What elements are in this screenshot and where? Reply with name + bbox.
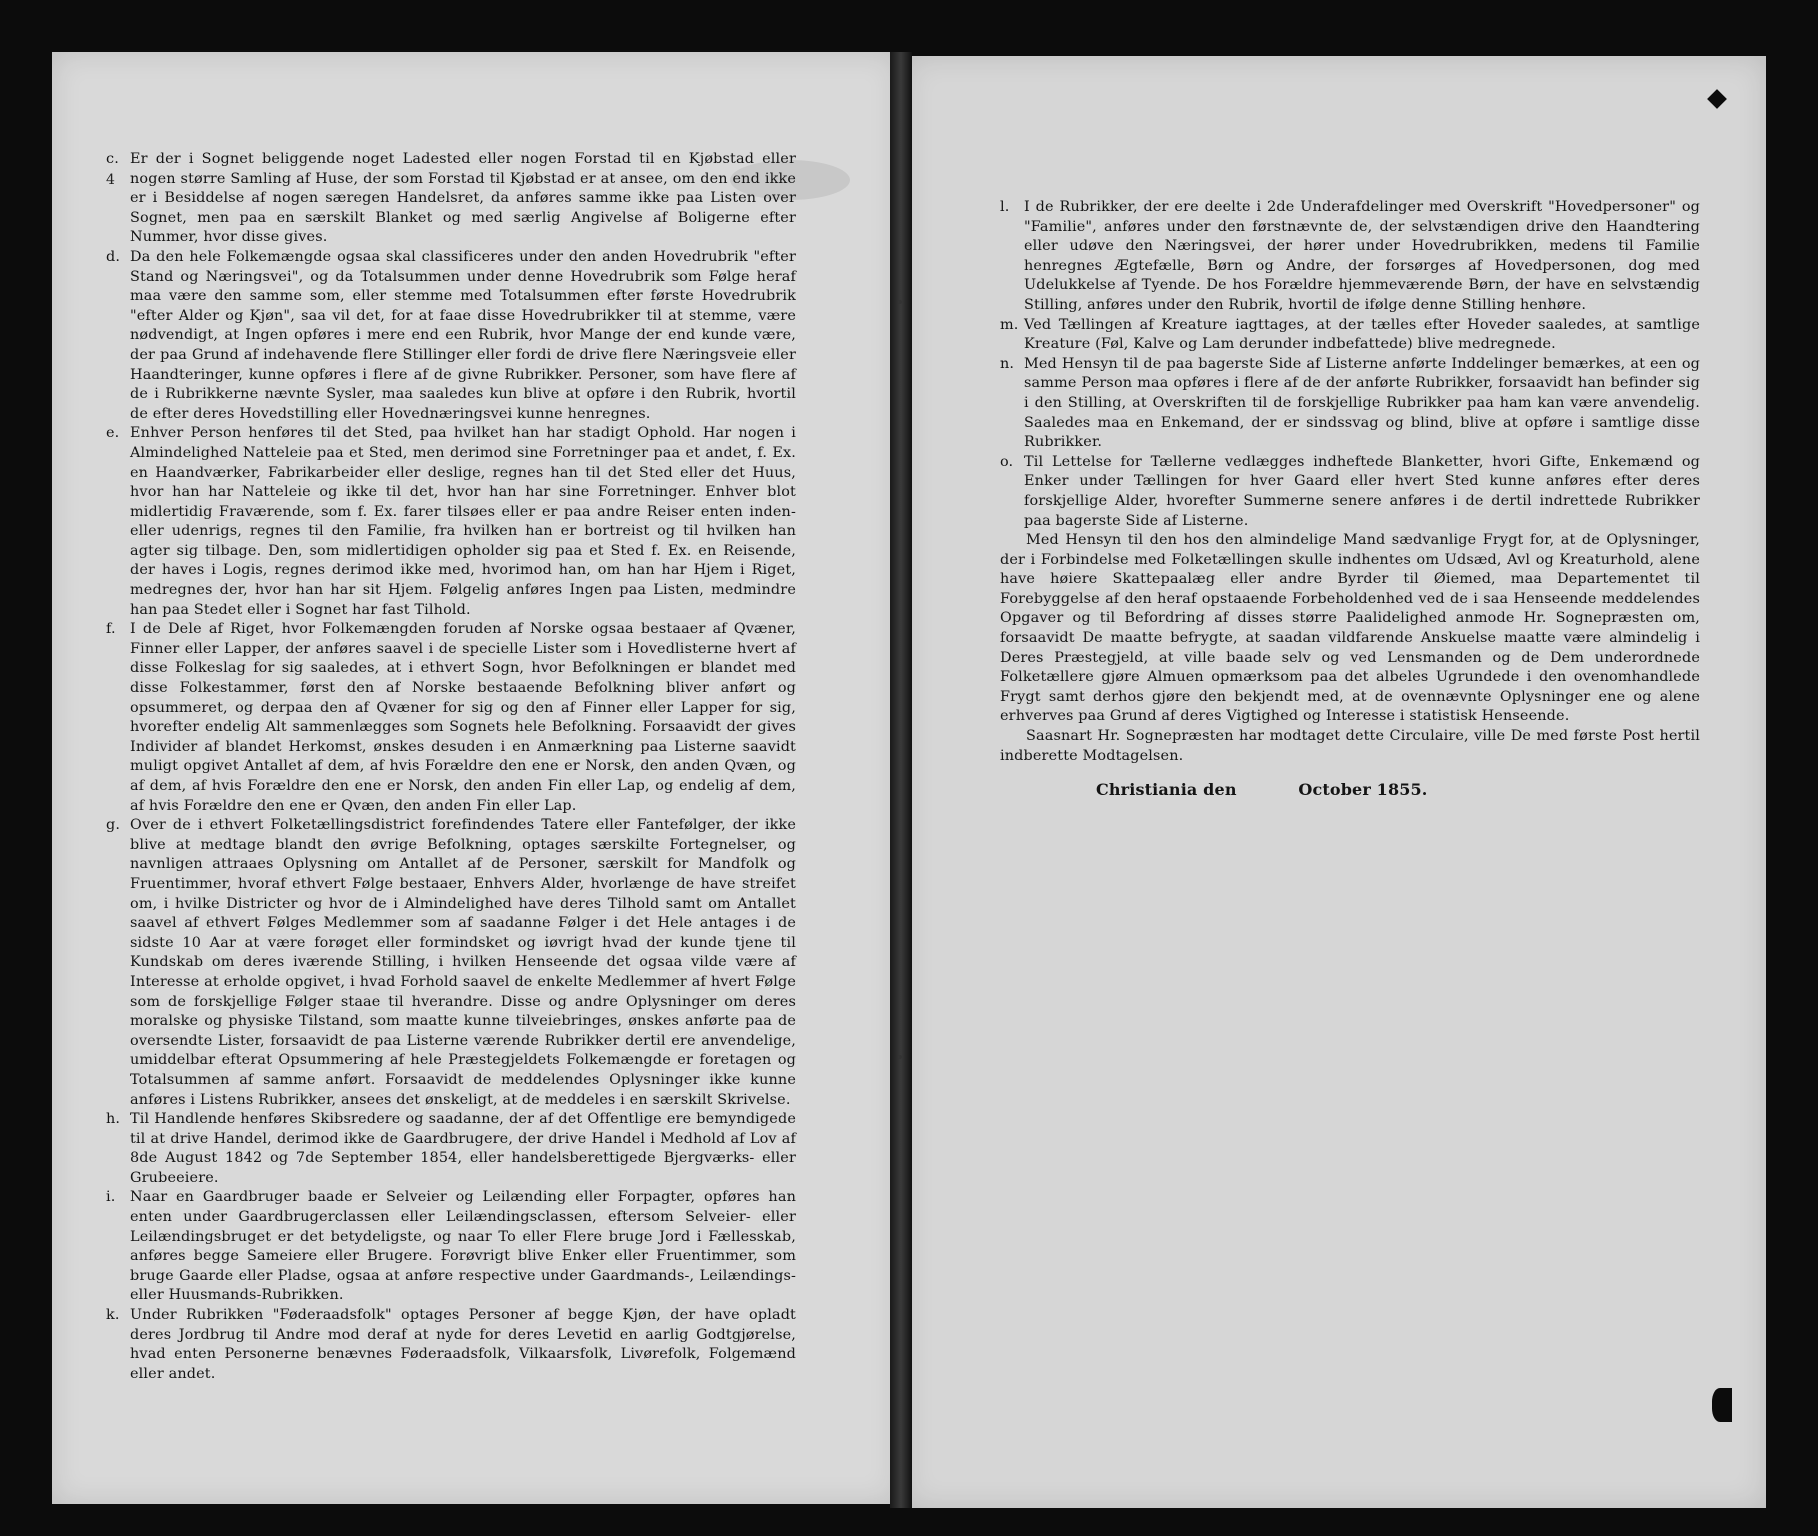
clause-e	[106, 424, 796, 620]
clause-d	[106, 248, 796, 424]
right-column	[1000, 198, 1700, 800]
clause-text: Til Lettelse for Tællerne vedlægges indheftede Blanketter, hvori Gifte, Enkemænd og Enker under Tællingen for hver Gaard eller hvert Sted kunne anføres efter deres forskjellige Alder, hvorefter Summerne senere anføres i de dertil indrettede Rubrikker paa bagerste Side af Listerne.	[1024, 453, 1700, 529]
paragraph-modtagelse: Saasnart Hr. Sognepræsten har modtaget dette Circulaire, ville De med første Post hertil indberette Modtagelsen.	[1000, 728, 1700, 764]
clause-letter: o.	[1000, 453, 1014, 470]
clause-text: Enhver Person henføres til det Sted, paa hvilket han har stadigt Ophold. Har nogen i Almindelighed Natteleie paa et Sted, men derimod sine Forretninger paa et andet, f. Ex. en Haandværker, Fabrikarbeider eller deslige, regnes han til det Sted eller det Huus, hvor han har Natteleie og ikke til det, hvor han har sine Forretninger. Enhver blot midlertidig Fraværende, som f. Ex. farer tilsøes eller er paa andre Reiser enten inden- eller udenrigs, regnes til den Familie, fra hvilken han er bortreist og til hvilken han agter sig tilbage. Den, som midlertidigen opholder sig paa et Sted f. Ex. en Reisende, der haves i Logis, regnes derimod ikke med, hvorimod han, om han har Hjem i Riget, medregnes der, hvor han har sit Hjem. Følgelig anføres Ingen paa Listen, medmindre han paa Stedet eller i Sognet har fast Tilhold.	[130, 425, 796, 618]
edge-notch-right-2	[898, 1055, 902, 1059]
left-column	[106, 150, 796, 1384]
corner-mark: 4	[106, 172, 115, 188]
clause-i	[106, 1188, 796, 1306]
clause-letter: h.	[106, 1111, 121, 1128]
clause-text: Da den hele Folkemængde ogsaa skal classificeres under den anden Hovedrubrik "efter Stand og Næringsvei", og da Totalsummen under denne Hovedrubrik som Følge heraf maa være den samme som, eller stemme med Totalsummen efter første Hovedrubrik "efter Alder og Kjøn", saa vil det, for at faae disse Hovedrubrikker til at stemme, være nødvendigt, at Ingen opføres i mere end een Rubrik, hvor Mange der end kunde være, der paa Grund af indehavende flere Stillinger eller fordi de drive flere Næringsveie eller Haandteringer, kunne opføres i flere af de givne Rubrikker. Personer, som have flere af de i Rubrikkerne nævnte Sysler, maa saaledes kun blive at opføre i den Rubrik, hvortil de efter deres Hovedstilling eller Hovednæringsvei kunne henregnes.	[130, 248, 796, 422]
binding-gutter	[890, 52, 912, 1508]
clause-letter: d.	[106, 248, 121, 265]
clause-g	[106, 816, 796, 1110]
clause-l	[1000, 198, 1700, 316]
clause-text: I de Dele af Riget, hvor Folkemængden foruden af Norske ogsaa bestaaer af Qvæner, Finner eller Lapper, der anføres saavel i de specielle Lister som i Hovedlisterne hvert af disse Folkeslag for sig saaledes, at i ethvert Sogn, hvor Befolkningen er blandet med disse Folkestammer, først den af Norske bestaaende Befolkning bliver anført og opsummeret, og derpaa den af Qvæner for sig og den af Finner eller Lapper for sig, hvorefter endelig Alt sammenlægges som Sognets hele Befolkning. Forsaavidt der gives Individer af blandet Herkomst, ønskes desuden i en Anmærkning paa Listerne saavidt muligt opgivet Antallet af dem, af hvis Forældre den ene er Norsk, den anden Qvæn, og af dem, af hvis Forældre den ene er Norsk, den anden Fin eller Lap, og endelig af dem, af hvis Forældre den ene er Qvæn, den anden Fin eller Lap.	[130, 621, 796, 814]
clause-c	[106, 150, 796, 248]
clause-letter: l.	[1000, 199, 1010, 215]
clause-h	[106, 1110, 796, 1188]
clause-n	[1000, 355, 1700, 453]
clause-text: I de Rubrikker, der ere deelte i 2de Underafdelinger med Overskrift "Hovedpersoner" og "Familie", anføres under den førstnævnte de, der selvstændigen drive den Haandtering eller udøve den Næringsvei, der hører under Hovedrubrikken, medens til Familie henregnes Ægtefælle, Børn og Andre, der forsørges af Hovedpersonen, dog med Udelukkelse af Tyende. De hos Forældre hjemmeværende Børn, der have en selvstændig Stilling, anføres under den Rubrik, hvortil de ifølge denne Stilling henhøre.	[1024, 199, 1700, 313]
clause-k	[106, 1306, 796, 1384]
clause-letter: n.	[1000, 355, 1015, 372]
dateline	[1000, 780, 1700, 800]
clause-text: Med Hensyn til de paa bagerste Side af Listerne anførte Inddelinger bemærkes, at een og samme Person maa opføres i flere af de der anførte Rubrikker, forsaavidt han befinder sig i den Stilling, at Overskriften til de forskjellige Rubrikker paa ham kan være anvendelig. Saaledes maa en Enkemand, der er sindssvag og blind, blive at opføre i samtlige disse Rubrikker.	[1024, 355, 1700, 451]
clause-text: Til Handlende henføres Skibsredere og saadanne, der af det Offentlige ere bemyndigede til at drive Handel, derimod ikke de Gaardbrugere, der drive Handel i Medhold af Lov af 8de August 1842 og 7de September 1854, eller handelsberettigede Bjergværks- eller Grubeeiere.	[130, 1111, 796, 1186]
clause-letter: c.	[106, 151, 119, 167]
clause-text: Under Rubrikken "Føderaadsfolk" optages Personer af begge Kjøn, der have opladt deres Jordbrug til Andre mod deraf at nyde for deres Levetid en aarlig Godtgjørelse, hvad enten Personerne benævnes Føderaadsfolk, Vilkaarsfolk, Livørefolk, Folgemænd eller andet.	[130, 1307, 796, 1382]
dateline-city: Christiania den	[1096, 780, 1237, 800]
dateline-month: October 1855.	[1298, 780, 1428, 800]
clause-letter: m.	[1000, 316, 1019, 333]
clause-text: Over de i ethvert Folketællingsdistrict forefindendes Tatere eller Fantefølger, der ikke blive at medtage blandt den øvrige Befolkning, optages særskilte Fortegnelser, og navnligen attraaes Oplysning om Antallet af de Personer, særskilt for Mandfolk og Fruentimmer, hvoraf ethvert Følge bestaaer, Enhvers Alder, hvorlænge de have streifet om, i hvilke Districter og hvor de i Almindelighed have deres Tilhold samt om Antallet saavel af ethvert Følges Medlemmer som af saadanne Følger i det Hele antages i de sidste 10 Aar at være forøget eller formindsket og iøvrigt hvad der kunde tjene til Kundskab om deres iværende Stilling, i hvilken Henseende det ogsaa vilde være af Interesse at erholde opgivet, i hvad Forhold saavel de enkelte Medlemmer af hvert Følge som de forskjellige Følger staae til hverandre. Disse og andre Oplysninger om deres moralske og physiske Tilstand, som maatte kunne tilveiebringes, ønskes anførte paa de oversendte Lister, forsaavidt de paa Listerne værende Rubrikker dertil ere anvendelige, umiddelbar efterat Opsummering af hele Præstegjeldets Folkemængde er foretagen og Totalsummen af samme anført. Forsaavidt de meddelendes Oplysninger ikke kunne anføres i Listens Rubrikker, ansees det ønskeligt, at de meddeles i en særskilt Skrivelse.	[130, 817, 796, 1108]
clause-m	[1000, 316, 1700, 355]
clause-o	[1000, 453, 1700, 531]
clause-text: Ved Tællingen af Kreature iagttages, at der tælles efter Hoveder saaledes, at samtlige Kreature (Føl, Kalve og Lam derunder indbefattede) blive medregnede.	[1024, 316, 1700, 353]
clause-letter: f.	[106, 621, 116, 638]
paragraph-frygt: Med Hensyn til den hos den almindelige Mand sædvanlige Frygt for, at de Oplysninger, der i Forbindelse med Folketællingen skulle indhentes om Udsæd, Avl og Kreaturhold, alene have høiere Skattepaalæg eller andre Byrder til Øiemed, maa Departementet til Forebyggelse af den heraf opstaaende Forbeholdenhed ved de i saa Henseende meddelendes Opgaver og til Befordring af disses større Paalidelighed anmode Hr. Sognepræsten om, forsaavidt De maatte befrygte, at saadan vildfarende Anskuelse maatte være almindelig i Deres Præstegjeld, at ville baade selv og ved Lensmanden og de Dem underordnede Folketællere gjøre Almuen opmærksom paa det albeles Ugrundede i den ovenomhandlede Frygt samt derhos gjøre den bekjendt med, at de ovennævnte Oplysninger ene og alene erhverves paa Grund af deres Vigtighed og Interesse i statistisk Henseende.	[1000, 532, 1700, 725]
clause-letter: k.	[106, 1307, 120, 1324]
clause-f	[106, 620, 796, 816]
clause-text: Er der i Sognet beliggende noget Ladested eller nogen Forstad til en Kjøbstad eller nogen større Samling af Huse, der som Forstad til Kjøbstad er at ansee, om den end ikke er i Besiddelse af nogen særegen Handelsret, da anføres samme ikke paa Listen over Sognet, men paa en særskilt Blanket og med særlig Angivelse af Boligerne efter Nummer, hvor disse gives.	[130, 151, 796, 246]
clause-letter: e.	[106, 425, 120, 442]
clause-letter: i.	[106, 1189, 116, 1206]
page-tab-bottom	[1712, 1388, 1732, 1422]
clause-text: Naar en Gaardbruger baade er Selveier og Leilænding eller Forpagter, opføres han enten under Gaardbrugerclassen eller Leilændingsclassen, eftersom Selveier- eller Leilændingsbruget er det betydeligste, og naar To eller Flere bruge Jord i Fællesskab, anføres begge Sameiere eller Brugere. Forøvrigt blive Enker eller Fruentimmer, som bruge Gaarde eller Pladse, ogsaa at anføre respective under Gaardmands-, Leilændings- eller Huusmands-Rubrikken.	[130, 1189, 796, 1304]
clause-letter: g.	[106, 817, 121, 834]
edge-notch-right	[898, 300, 902, 304]
